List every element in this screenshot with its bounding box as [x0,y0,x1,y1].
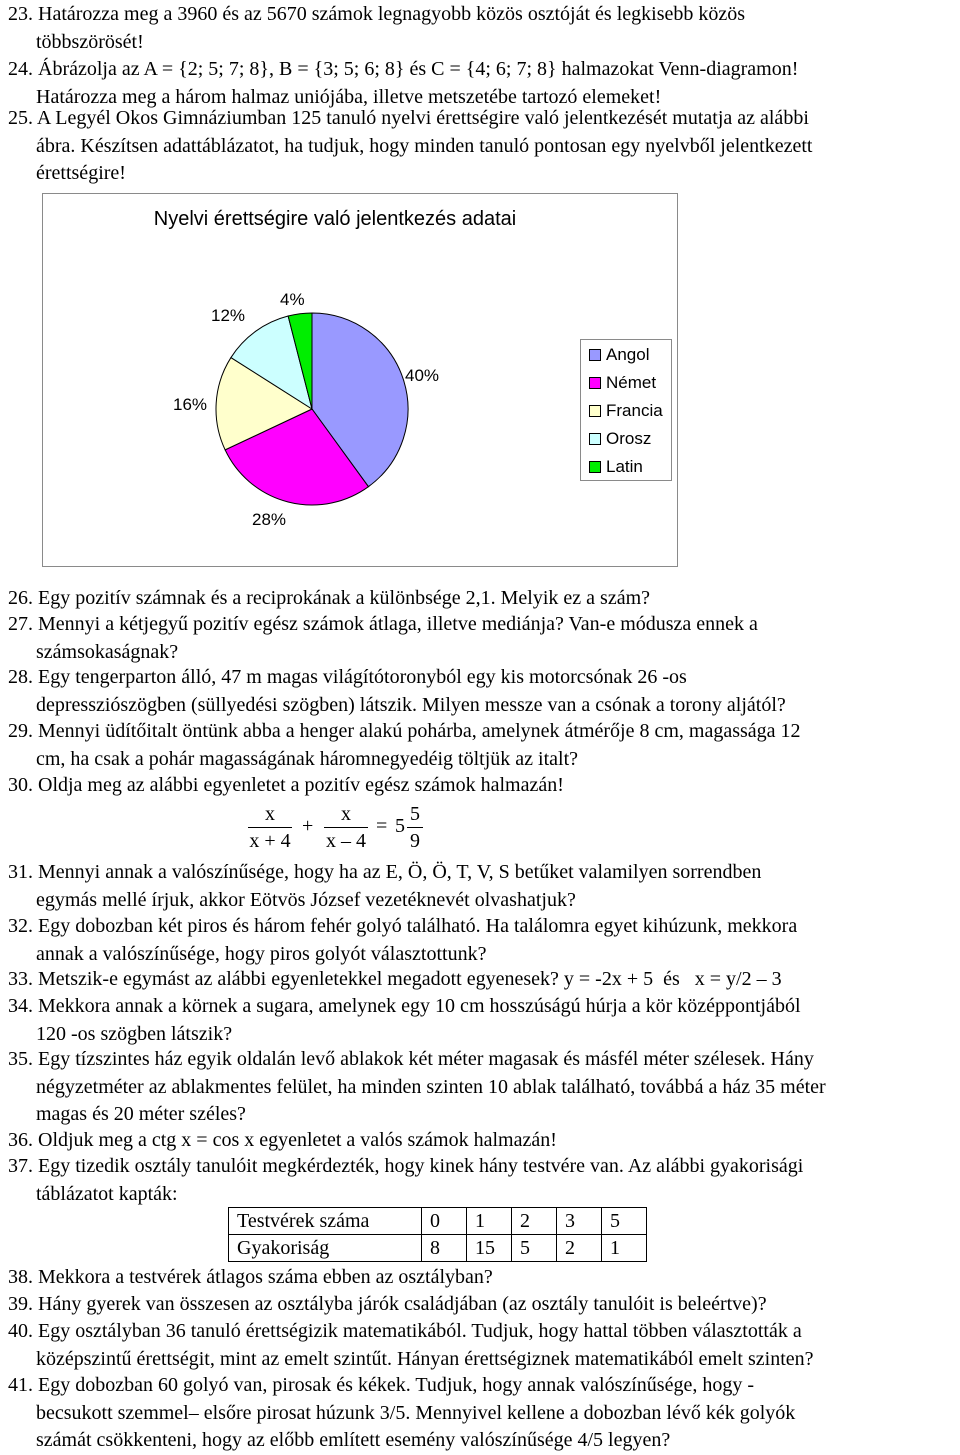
table-cell: 15 [467,1235,512,1262]
chart-legend [580,339,672,481]
problem-number: 37. [8,1155,33,1177]
problem-number: 25. [8,107,33,129]
problem-35: 35. Egy tízszintes ház egyik oldalán levő ablakok két méter magasak és másfél méter szélesek. Hány négyzetméter az ablakmentes felület, ha minden szinten 10 ablak található, továbbá a ház 35 méter magas és 20 méter széles? [8,1048,826,1125]
problem-39: 39. Hány gyerek van összesen az osztályba járók családjában (az osztály tanulóit is beleértve)? [8,1291,953,1319]
table-header-cell: Testvérek száma [229,1208,422,1235]
legend-swatch [589,405,601,417]
pie-chart [42,193,678,567]
pie-label-orosz: 12% [211,306,246,325]
problem-34: 34. Mekkora annak a körnek a sugara, amelynek egy 10 cm hosszúságú húrja a kör középpontjából 120 -os szögben látszik? [8,995,801,1045]
problem-27: 27. Mennyi a kétjegyű pozitív egész számok átlaga, illetve mediánja? Van-e módusza ennek a számsokaságnak? [8,613,758,663]
legend-item-nemet: Német [589,373,656,393]
frequency-table [228,1207,647,1262]
table-cell: 5 [512,1235,557,1262]
problem-25: 25. A Legyél Okos Gimnáziumban 125 tanuló nyelvi érettségire való jelentkezését mutatja az alábbi ábra. Készítsen adattáblázatot, ha tudjuk, hogy minden tanuló pontosan egy nyelvből jelentkezett érettségire! [8,107,813,184]
problem-41: 41. Egy dobozban 60 golyó van, pirosak és kékek. Tudjuk, hogy annak valószínűsége, hogy - becsukott szemmel– elsőre pirosat húzunk 3/5. Mennyivel kellene a dobozban lévő kék golyók számát csökkenteni, hogy az előbb említett esemény valószínűsége 4/5 legyen? [8,1374,796,1451]
problem-28: 28. Egy tengerparton álló, 47 m magas világítótoronyból egy kis motorcsónak 26 -os depressziószögben (süllyedési szögben) látszik. Milyen messze van a csónak a torony aljától? [8,666,786,716]
table-cell: 3 [557,1208,602,1235]
table-row [229,1208,647,1235]
problem-23: 23. Határozza meg a 3960 és az 5670 számok legnagyobb közös osztóját és legkisebb közös többszörösét! [8,3,746,53]
problem-number: 38. [8,1266,33,1288]
equation [248,803,448,855]
legend-item-angol: Angol [589,345,649,365]
problem-number: 39. [8,1293,33,1315]
legend-swatch [589,377,601,389]
legend-swatch [589,349,601,361]
pie-label-nemet: 28% [252,510,287,529]
problem-number: 28. [8,666,33,688]
table-cell: 2 [557,1235,602,1262]
problem-24: 24. Ábrázolja az A = {2; 5; 7; 8}, B = {3; 5; 6; 8} és C = {4; 6; 7; 8} halmazokat Venn-diagramon! Határozza meg a három halmaz uniójába, illetve metszetébe tartozó elemeket! [8,58,799,108]
whole-number: 5 [395,815,405,837]
problem-number: 35. [8,1048,33,1070]
table-cell: 2 [512,1208,557,1235]
problem-29: 29. Mennyi üdítőitalt öntünk abba a henger alakú pohárba, amelynek átmérője 8 cm, magassága 12 cm, ha csak a pohár magasságának háromnegyedéig töltjük az italt? [8,720,801,770]
problem-30: 30. Oldja meg az alábbi egyenletet a pozitív egész számok halmazán! [8,772,953,800]
problem-36: 36. Oldjuk meg a ctg x = cos x egyenletet a valós számok halmazán! [8,1127,953,1155]
problem-number: 26. [8,587,33,609]
pie-label-latin: 4% [280,290,305,309]
problem-number: 29. [8,720,33,742]
problem-38: 38. Mekkora a testvérek átlagos száma ebben az osztályban? [8,1264,953,1292]
problem-37: 37. Egy tizedik osztály tanulóit megkérdezték, hogy kinek hány testvére van. Az alábbi gyakorisági táblázatot kapták: [8,1155,804,1205]
problem-number: 40. [8,1320,33,1342]
problem-number: 36. [8,1129,33,1151]
chart-title: Nyelvi érettségire való jelentkezés adatai [153,208,517,230]
table-cell: 5 [602,1208,647,1235]
legend-swatch [589,461,601,473]
problem-number: 33. [8,968,33,990]
table-cell: 0 [422,1208,467,1235]
fraction-x-over-x-plus-4: x x + 4 [249,803,291,852]
fraction-x-over-x-minus-4: x x – 4 [326,803,366,852]
table-cell: 1 [602,1235,647,1262]
legend-item-orosz: Orosz [589,429,651,449]
problem-number: 32. [8,915,33,937]
problem-number: 30. [8,774,33,796]
table-header-cell: Gyakoriság [229,1235,422,1262]
problem-number: 27. [8,613,33,635]
problem-number: 41. [8,1374,33,1396]
problem-32: 32. Egy dobozban két piros és három fehér golyó található. Ha találomra egyet kihúzunk, mekkora annak a valószínűsége, hogy piros golyót választottunk? [8,915,798,965]
plus-sign: + [302,815,314,837]
problem-31: 31. Mennyi annak a valószínűsége, hogy ha az E, Ö, Ö, T, V, S betűket valamilyen sorrendben egymás mellé írjuk, akkor Eötvös József vezetéknevét olvashatjuk? [8,861,762,911]
problem-number: 34. [8,995,33,1017]
problem-number: 31. [8,861,33,883]
pie-label-francia: 16% [173,395,208,414]
problem-40: 40. Egy osztályban 36 tanuló érettségizik matematikából. Tudjuk, hogy hattal többen választották a középszintű érettségit, mint az emelt szintűt. Hányan érettségiznek matematikából emelt szinten? [8,1320,814,1370]
equals-sign: = [376,815,388,837]
table-row [229,1235,647,1262]
legend-item-francia: Francia [589,401,663,421]
problem-number: 23. [8,3,33,25]
problem-26: 26. Egy pozitív számnak és a reciprokának a különbsége 2,1. Melyik ez a szám? [8,585,953,613]
legend-item-latin: Latin [589,457,643,477]
table-cell: 1 [467,1208,512,1235]
problem-number: 24. [8,58,33,80]
fraction-5-over-9: 5 9 [407,803,423,852]
problem-33: 33. Metszik-e egymást az alábbi egyenletekkel megadott egyenesek? y = -2x + 5 és x = y/2 – 3 [8,966,953,994]
pie-label-angol: 40% [405,366,440,385]
legend-swatch [589,433,601,445]
table-cell: 8 [422,1235,467,1262]
